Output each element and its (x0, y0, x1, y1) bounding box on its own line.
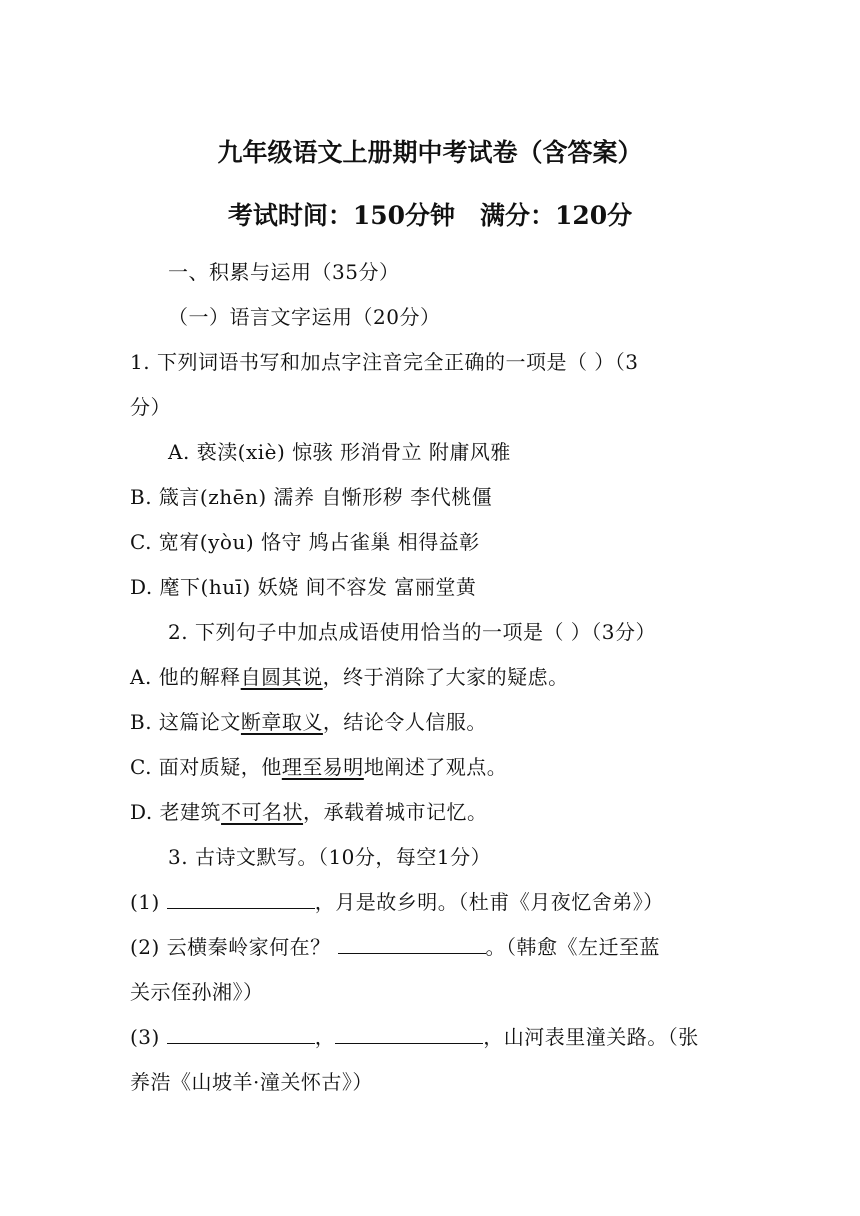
answer-blank[interactable] (167, 1023, 315, 1044)
question-1-option-a: A. 亵渎(xiè) 惊骇 形消骨立 附庸风雅 (168, 440, 511, 464)
section-heading: 一、积累与运用（35分） (168, 260, 400, 284)
question-1-option-d: D. 麾下(huī) 妖娆 间不容发 富丽堂黄 (130, 575, 477, 599)
underlined-idiom: 断章取义 (240, 710, 323, 734)
item-text: ， (314, 1025, 336, 1049)
option-text: D. 老建筑 (130, 800, 222, 824)
question-2-option-a (130, 662, 569, 692)
underlined-idiom: 理至易明 (281, 755, 364, 779)
question-1-stem-cont: 分） (130, 395, 171, 419)
option-text: 地阐述了观点。 (363, 755, 508, 779)
option-text: ，结论令人信服。 (322, 710, 487, 734)
item-number: (1) (130, 890, 160, 914)
item-number: (3) (130, 1025, 160, 1049)
underlined-idiom: 不可名状 (221, 800, 304, 824)
option-text: ，承载着城市记忆。 (303, 800, 488, 824)
option-text: ，终于消除了大家的疑虑。 (322, 665, 569, 689)
question-2-option-d (130, 797, 488, 827)
question-3-item-3 (130, 1022, 699, 1052)
question-2-option-c (130, 752, 507, 782)
item-text: (2) 云横秦岭家何在？ (130, 935, 331, 959)
question-3-item-3-cont: 养浩《山坡羊·潼关怀古》） (130, 1070, 373, 1094)
answer-blank[interactable] (338, 933, 486, 954)
question-1-option-c: C. 宽宥(yòu) 恪守 鸠占雀巢 相得益彰 (130, 530, 480, 554)
question-1-option-b: B. 箴言(zhēn) 濡养 自惭形秽 李代桃僵 (130, 485, 493, 509)
option-text: A. 他的解释 (130, 665, 241, 689)
question-3-item-2 (130, 932, 660, 962)
question-2-stem: 2. 下列句子中加点成语使用恰当的一项是（ ）（3分） (168, 620, 657, 644)
question-3-item-1 (130, 887, 664, 917)
question-3-item-2-cont: 关示侄孙湘》） (130, 980, 264, 1004)
item-text: ，山河表里潼关路。（张 (483, 1025, 699, 1049)
question-3-stem: 3. 古诗文默写。（10分，每空1分） (168, 845, 492, 869)
document-title: 九年级语文上册期中考试卷（含答案） (217, 138, 643, 167)
answer-blank[interactable] (335, 1023, 483, 1044)
option-text: B. 这篇论文 (130, 710, 241, 734)
item-text: 。（韩愈《左迁至蓝 (485, 935, 661, 959)
document-subtitle: 考试时间：150分钟 满分：120分 (227, 201, 633, 230)
question-1-stem: 1. 下列词语书写和加点字注音完全正确的一项是（ ）（3 (130, 350, 639, 374)
answer-blank[interactable] (167, 888, 315, 909)
option-text: C. 面对质疑，他 (130, 755, 282, 779)
underlined-idiom: 自圆其说 (240, 665, 323, 689)
subsection-heading: （一）语言文字运用（20分） (168, 305, 441, 329)
question-2-option-b (130, 707, 487, 737)
item-text: ，月是故乡明。（杜甫《月夜忆舍弟》） (314, 890, 664, 914)
